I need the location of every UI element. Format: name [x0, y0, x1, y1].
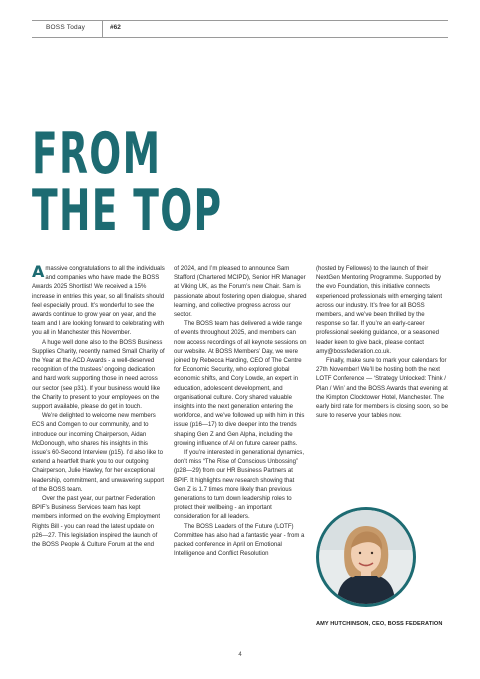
paragraph: A huge well done also to the BOSS Business Supplies Charity, recently named Small Charity of the Year at the ACD Awards - a well-deserved recognition of the trustees’ ongoing dedication and hard work supporting those in need across our sector (see p31). If your business would like the Charity to present to your employees on the support available, please do get in touch. — [32, 339, 165, 411]
paragraph — [32, 262, 165, 339]
publication-name: BOSS Today — [46, 24, 86, 31]
paragraph-text: massive congratulations to all the individuals and companies who have made the BOSS Awards 2025 Shortlist! We received a 15% increase in entries this year, so all finalists should feel especially proud. It’s wonderful to see the awards continue to grow year on year, and the team and I are looking forward to celebrating with you all in Manchester this November. — [32, 266, 165, 337]
paragraph: of 2024, and I’m pleased to announce Sam Stafford (Chartered MCIPD), Senior HR Manager at Viking UK, as the Forum’s new Chair. Sam is passionate about fostering open dialogue, shared learning, and collective progress across our sector. — [174, 266, 307, 319]
portrait-photo — [319, 510, 413, 604]
article-column-1 — [32, 262, 165, 550]
article-column-2 — [174, 265, 307, 560]
title-line-1: FROM — [32, 121, 162, 187]
paragraph: Over the past year, our partner Federation BPIF’s Business Services team has kept members informed on the evolving Employment Rights Bill - you can read the latest update on p26—27. This legislation inspired the launch of the BOSS People & Culture Forum at the end — [32, 496, 161, 549]
paragraph: Finally, make sure to mark your calendars for 27th November! We’ll be hosting both the next LOTF Conference — ‘Strategy Unlocked: Think / Plan / Win’ and the BOSS Awards that evening at the Kimpton Clocktower Hotel, Manchester. The early bird rate for members is closing soon, so be sure to reserve your tables now. — [316, 358, 449, 420]
title-line-2: THE TOP — [32, 178, 223, 244]
paragraph: The BOSS Leaders of the Future (LOTF) Committee has also had a fantastic year - from a packed conference in April on Emotional Intelligence and Conflict Resolution — [174, 523, 305, 558]
page-title — [32, 121, 223, 244]
paragraph: If you’re interested in generational dynamics, don’t miss “The Rise of Conscious Unbossing” (p28—29) from our HR Business Partners at BPIF. It highlights new research showing that Gen Z is 1.7 times more likely than previous generations to turn down leadership roles to protect their wellbeing - an important consideration for all leaders. — [174, 450, 304, 521]
portrait-caption: AMY HUTCHINSON, CEO, BOSS FEDERATION — [316, 621, 443, 627]
page-number: 4 — [238, 652, 242, 658]
paragraph: We’re delighted to welcome new members ECS and Comgen to our community, and to introduce our incoming Chairperson, Aidan McDonough, who shares his insights in this issue’s 60-Second Interview (p15). I’d also like to extend a heartfelt thank you to our outgoing Chairperson, Julie Hawley, for her exceptional leadership, commitment, and unwavering support of the BOSS team. — [32, 413, 165, 493]
author-portrait — [316, 507, 416, 607]
article-column-3 — [316, 265, 449, 421]
drop-cap: A — [32, 262, 45, 281]
paragraph: The BOSS team has delivered a wide range of events throughout 2025, and members can now access recordings of all keynote sessions on our website. At BOSS Members’ Day, we were joined by Rebecca Harding, CEO of The Centre for Economic Security, who explored global economic shifts, and Cory Lowde, an expert in education, adolescent development, and organisational culture. Cory shared valuable insights into the next generation entering the workforce, and we’ve followed up with him in this issue (p16—17) to dive deeper into the trends shaping Gen Z and Gen Alpha, including the growing influence of AI on future career paths. — [174, 321, 307, 447]
page-header — [32, 20, 448, 38]
header-rule-top — [32, 20, 448, 21]
paragraph: (hosted by Fellowes) to the launch of their NextGen Mentoring Programme. Supported by the evo Foundation, this initiative connects experienced professionals with emerging talent across our industry. It’s free for all BOSS members, and we’ve been thrilled by the response so far. If you’re an early-career professional seeking guidance, or a seasoned leader keen to give back, please contact amy@bossfederation.co.uk. — [316, 266, 443, 355]
issue-number: #62 — [110, 24, 121, 31]
header-divider — [102, 20, 103, 38]
header-rule-bottom — [32, 37, 448, 38]
